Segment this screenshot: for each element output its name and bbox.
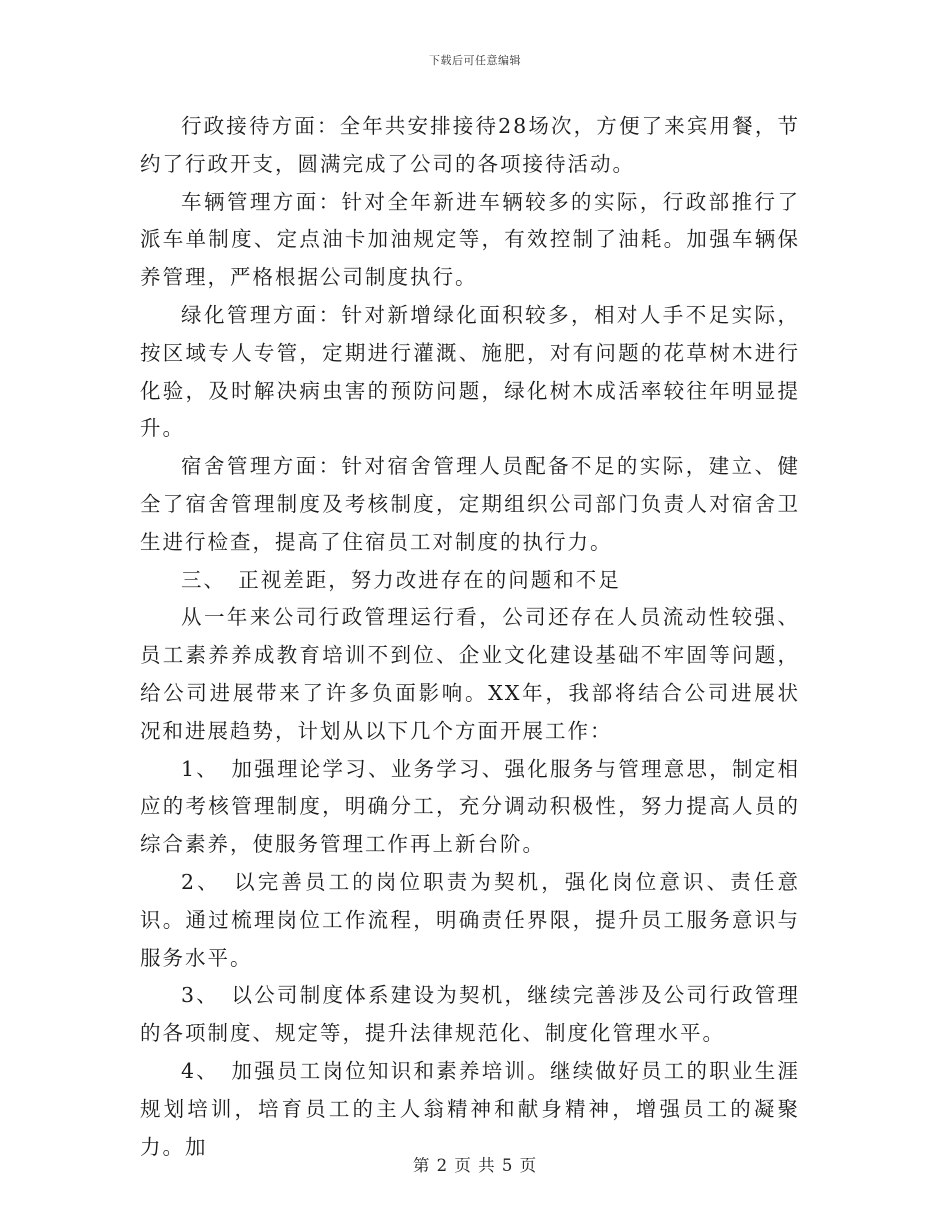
- list-item-4: 4、 加强员工岗位知识和素养培训。继续做好员工的职业生涯规划培训，培育员工的主人翁精神和献身精神，增强员工的凝聚力。加: [140, 1058, 800, 1159]
- paragraph-vehicles: 车辆管理方面：针对全年新进车辆较多的实际，行政部推行了派车单制度、定点油卡加油规定等，有效控制了油耗。加强车辆保养管理，严格根据公司制度执行。: [140, 189, 800, 290]
- paragraph-dormitory: 宿舍管理方面：针对宿舍管理人员配备不足的实际，建立、健全了宿舍管理制度及考核制度，定期组织公司部门负责人对宿舍卫生进行检查，提高了住宿员工对制度的执行力。: [140, 454, 800, 554]
- document-body: [140, 108, 800, 1166]
- footer-middle: 页 共: [454, 1156, 496, 1175]
- footer-suffix: 页: [519, 1156, 538, 1175]
- footer-prefix: 第: [412, 1156, 431, 1175]
- section-heading-3: 三、 正视差距，努力改进存在的问题和不足: [181, 567, 621, 592]
- list-item-1: 1、 加强理论学习、业务学习、强化服务与管理意思，制定相应的考核管理制度，明确分工，充分调动积极性，努力提高人员的综合素养，使服务管理工作再上新台阶。: [140, 756, 800, 857]
- footer-total-pages: 5: [501, 1156, 514, 1175]
- page-footer: [0, 1152, 950, 1176]
- list-item-2: 2、 以完善员工的岗位职责为契机，强化岗位意识、责任意识。通过梳理岗位工作流程，明确责任界限，提升员工服务意识与服务水平。: [140, 869, 800, 970]
- paragraph-reception: 行政接待方面：全年共安排接待28场次，方便了来宾用餐，节约了行政开支，圆满完成了公司的各项接待活动。: [140, 114, 800, 176]
- paragraph-greening: 绿化管理方面：针对新增绿化面积较多，相对人手不足实际，按区域专人专管，定期进行灌溉、施肥，对有问题的花草树木进行化验，及时解决病虫害的预防问题，绿化树木成活率较往年明显提升。: [140, 302, 800, 441]
- paragraph-overview: 从一年来公司行政管理运行看，公司还存在人员流动性较强、员工素养养成教育培训不到位、企业文化建设基础不牢固等问题，给公司进展带来了许多负面影响。XX年，我部将结合公司进展状况和进展趋势，计划从以下几个方面开展工作：: [140, 605, 800, 743]
- list-item-3: 3、 以公司制度体系建设为契机，继续完善涉及公司行政管理的各项制度、规定等，提升法律规范化、制度化管理水平。: [140, 983, 800, 1046]
- footer-page-number: 2: [436, 1156, 449, 1175]
- page-header: 下载后可任意编辑: [429, 54, 521, 67]
